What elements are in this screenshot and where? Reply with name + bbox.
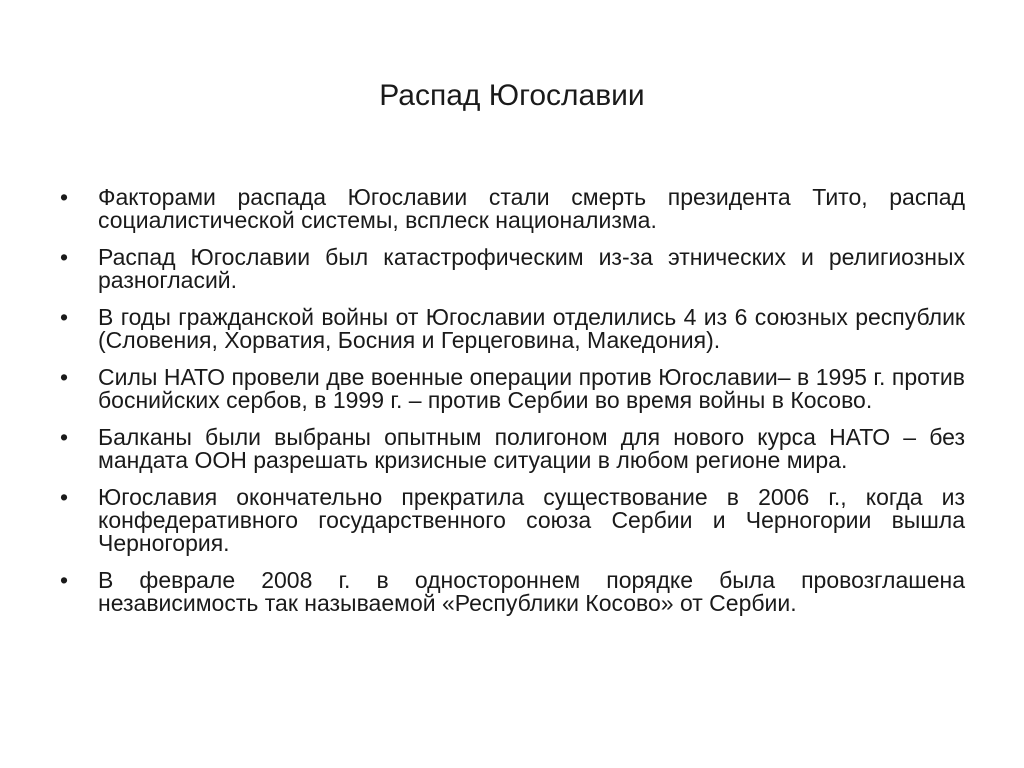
bullet-item: [60, 426, 965, 472]
bullet-item: [60, 569, 965, 615]
bullet-text: В феврале 2008 г. в одностороннем порядке была провозглашена независимость так называемой «Республики Косово» от Сербии.: [98, 567, 965, 616]
bullet-icon: •: [60, 484, 69, 510]
bullet-icon: •: [60, 567, 69, 593]
bullet-icon: •: [60, 364, 69, 390]
bullet-text: Силы НАТО провели две военные операции против Югославии– в 1995 г. против боснийских сербов, в 1999 г. – против Сербии во время войны в Косово.: [98, 364, 965, 413]
bullet-item: [60, 246, 965, 292]
bullet-item: [60, 186, 965, 232]
bullet-icon: •: [60, 184, 69, 210]
bullet-item: [60, 306, 965, 352]
bullet-icon: •: [60, 424, 69, 450]
bullet-text: В годы гражданской войны от Югославии отделились 4 из 6 союзных республик (Словения, Хорватия, Босния и Герцеговина, Македония).: [98, 304, 965, 353]
bullet-icon: •: [60, 244, 69, 270]
bullet-item: [60, 486, 965, 555]
bullet-item: [60, 366, 965, 412]
bullet-list: [60, 186, 965, 629]
bullet-text: Распад Югославии был катастрофическим из-за этнических и религиозных разногласий.: [98, 244, 965, 293]
bullet-text: Югославия окончательно прекратила существование в 2006 г., когда из конфедеративного государственного союза Сербии и Черногории вышла Черногория.: [98, 484, 965, 556]
bullet-icon: •: [60, 304, 69, 330]
bullet-text: Факторами распада Югославии стали смерть президента Тито, распад социалистической системы, всплеск национализма.: [98, 184, 965, 233]
bullet-text: Балканы были выбраны опытным полигоном для нового курса НАТО – без мандата ООН разрешать кризисные ситуации в любом регионе мира.: [98, 424, 965, 473]
slide-title: Распад Югославии: [379, 79, 645, 112]
